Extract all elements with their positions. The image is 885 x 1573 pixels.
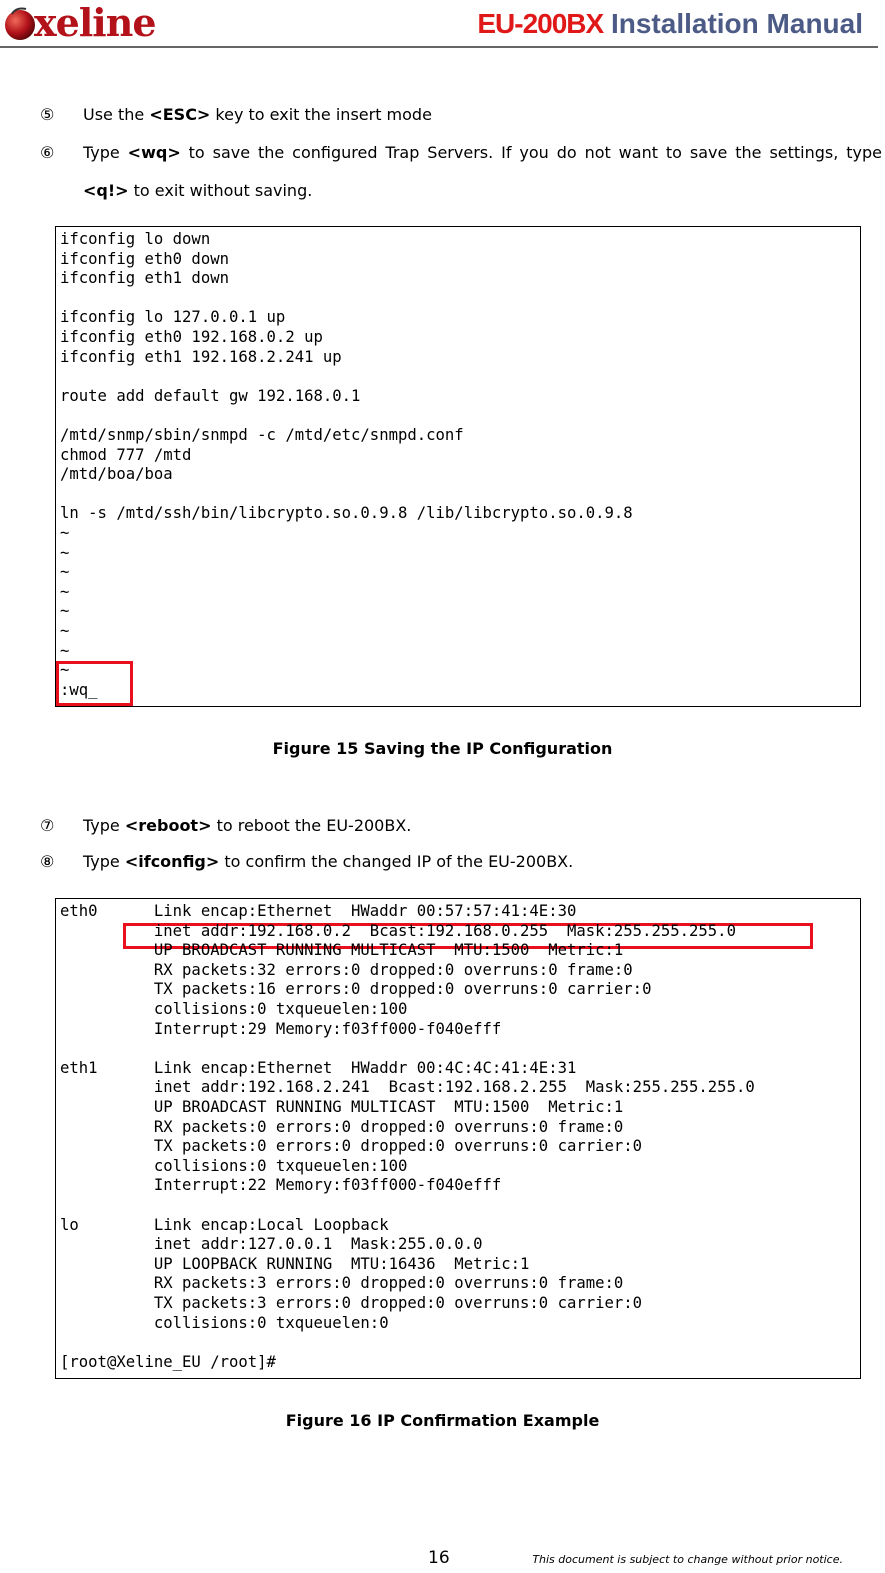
terminal-line: :wq_	[60, 680, 98, 699]
terminal-line: UP LOOPBACK RUNNING MTU:16436 Metric:1	[60, 1254, 530, 1273]
terminal-line: inet addr:192.168.0.2 Bcast:192.168.0.255 Mask:255.255.255.0	[60, 921, 736, 940]
header-rule	[0, 46, 878, 48]
terminal-line: ifconfig lo 127.0.0.1 up	[60, 308, 286, 327]
terminal-vi-editor	[55, 226, 861, 707]
step-7	[40, 807, 882, 845]
page-header	[0, 0, 885, 50]
terminal-line: collisions:0 txqueuelen:100	[60, 1000, 408, 1018]
step-text: Type <wq> to save the configured Trap Servers. If you do not want to save the settings, type <q!> to exit without saving.	[83, 143, 882, 200]
key-reboot: <reboot>	[124, 816, 212, 835]
terminal-line: ifconfig eth0 down	[60, 249, 229, 268]
step-number: ⑤	[40, 105, 55, 124]
step-5	[40, 96, 882, 134]
xeline-logo	[2, 0, 182, 45]
terminal-line: ifconfig eth1 down	[60, 269, 229, 288]
step-6	[40, 134, 882, 210]
terminal-line: ~	[60, 641, 70, 660]
terminal-line: ln -s /mtd/ssh/bin/libcrypto.so.0.9.8 /lib/libcrypto.so.0.9.8	[60, 504, 633, 523]
terminal-line: Interrupt:29 Memory:f03ff000-f040efff	[60, 1019, 502, 1038]
step-text: Use the <ESC> key to exit the insert mode	[83, 105, 432, 124]
footer-notice: This document is subject to change without prior notice.	[532, 1553, 843, 1566]
terminal-line: ifconfig eth1 192.168.2.241 up	[60, 347, 342, 366]
step-8	[40, 843, 882, 881]
terminal-line: TX packets:0 errors:0 dropped:0 overruns:0 carrier:0	[60, 1137, 643, 1156]
terminal-line: inet addr:192.168.2.241 Bcast:192.168.2.255 Mask:255.255.255.0	[60, 1078, 755, 1097]
terminal-line: /mtd/boa/boa	[60, 465, 173, 484]
terminal-line: collisions:0 txqueuelen:100	[60, 1156, 408, 1175]
key-wq: <wq>	[127, 143, 181, 162]
terminal-line: inet addr:127.0.0.1 Mask:255.0.0.0	[60, 1235, 483, 1254]
terminal-line: ifconfig eth0 192.168.0.2 up	[60, 328, 323, 346]
terminal-line: lo Link encap:Local Loopback	[60, 1215, 389, 1234]
terminal-line: ~	[60, 563, 70, 582]
step-number: ⑧	[40, 852, 55, 871]
figure-16-caption: Figure 16 IP Confirmation Example	[285, 1411, 600, 1430]
step-text: Type <ifconfig> to confirm the changed IP of the EU-200BX.	[83, 852, 574, 871]
terminal-line: collisions:0 txqueuelen:0	[60, 1313, 389, 1332]
terminal-line: RX packets:32 errors:0 dropped:0 overruns:0 frame:0	[60, 960, 633, 979]
terminal-line: TX packets:16 errors:0 dropped:0 overruns:0 carrier:0	[60, 980, 652, 999]
key-q: <q!>	[83, 181, 129, 200]
terminal-line: ~	[60, 582, 70, 601]
key-esc: <ESC>	[149, 105, 211, 124]
terminal-line: [root@Xeline_EU /root]#	[60, 1352, 276, 1371]
terminal-line: ~	[60, 622, 70, 640]
logo-text: xeline	[34, 0, 156, 45]
step-number: ⑦	[40, 816, 55, 835]
terminal-line: /mtd/snmp/sbin/snmpd -c /mtd/etc/snmpd.conf	[60, 426, 464, 444]
page-number: 16	[428, 1548, 450, 1568]
terminal-line: ifconfig lo down	[60, 230, 211, 248]
title-rest: Installation Manual	[610, 8, 863, 39]
terminal-line: eth1 Link encap:Ethernet HWaddr 00:4C:4C:41:4E:31	[60, 1058, 577, 1077]
terminal-ifconfig-output	[55, 898, 861, 1379]
terminal-line: ~	[60, 661, 70, 680]
terminal-line: ~	[60, 543, 70, 562]
terminal-line: chmod 777 /mtd	[60, 445, 192, 464]
key-ifconfig: <ifconfig>	[124, 852, 220, 871]
terminal-line: route add default gw 192.168.0.1	[60, 386, 361, 405]
terminal-line: UP BROADCAST RUNNING MULTICAST MTU:1500 Metric:1	[60, 941, 624, 960]
step-number: ⑥	[40, 143, 55, 162]
terminal-line: ~	[60, 602, 70, 621]
step-text: Type <reboot> to reboot the EU-200BX.	[83, 816, 412, 835]
terminal-line: UP BROADCAST RUNNING MULTICAST MTU:1500 Metric:1	[60, 1098, 624, 1116]
terminal-line: Interrupt:22 Memory:f03ff000-f040efff	[60, 1176, 502, 1195]
terminal-line: RX packets:0 errors:0 dropped:0 overruns:0 frame:0	[60, 1117, 624, 1136]
terminal-line: ~	[60, 524, 70, 542]
figure-15-caption: Figure 15 Saving the IP Configuration	[272, 739, 613, 758]
terminal-line: RX packets:3 errors:0 dropped:0 overruns:0 frame:0	[60, 1274, 624, 1293]
title-model: EU-200BX	[477, 8, 604, 39]
terminal-line: eth0 Link encap:Ethernet HWaddr 00:57:57:41:4E:30	[60, 902, 577, 920]
document-title	[477, 8, 863, 40]
terminal-line: TX packets:3 errors:0 dropped:0 overruns:0 carrier:0	[60, 1294, 643, 1312]
